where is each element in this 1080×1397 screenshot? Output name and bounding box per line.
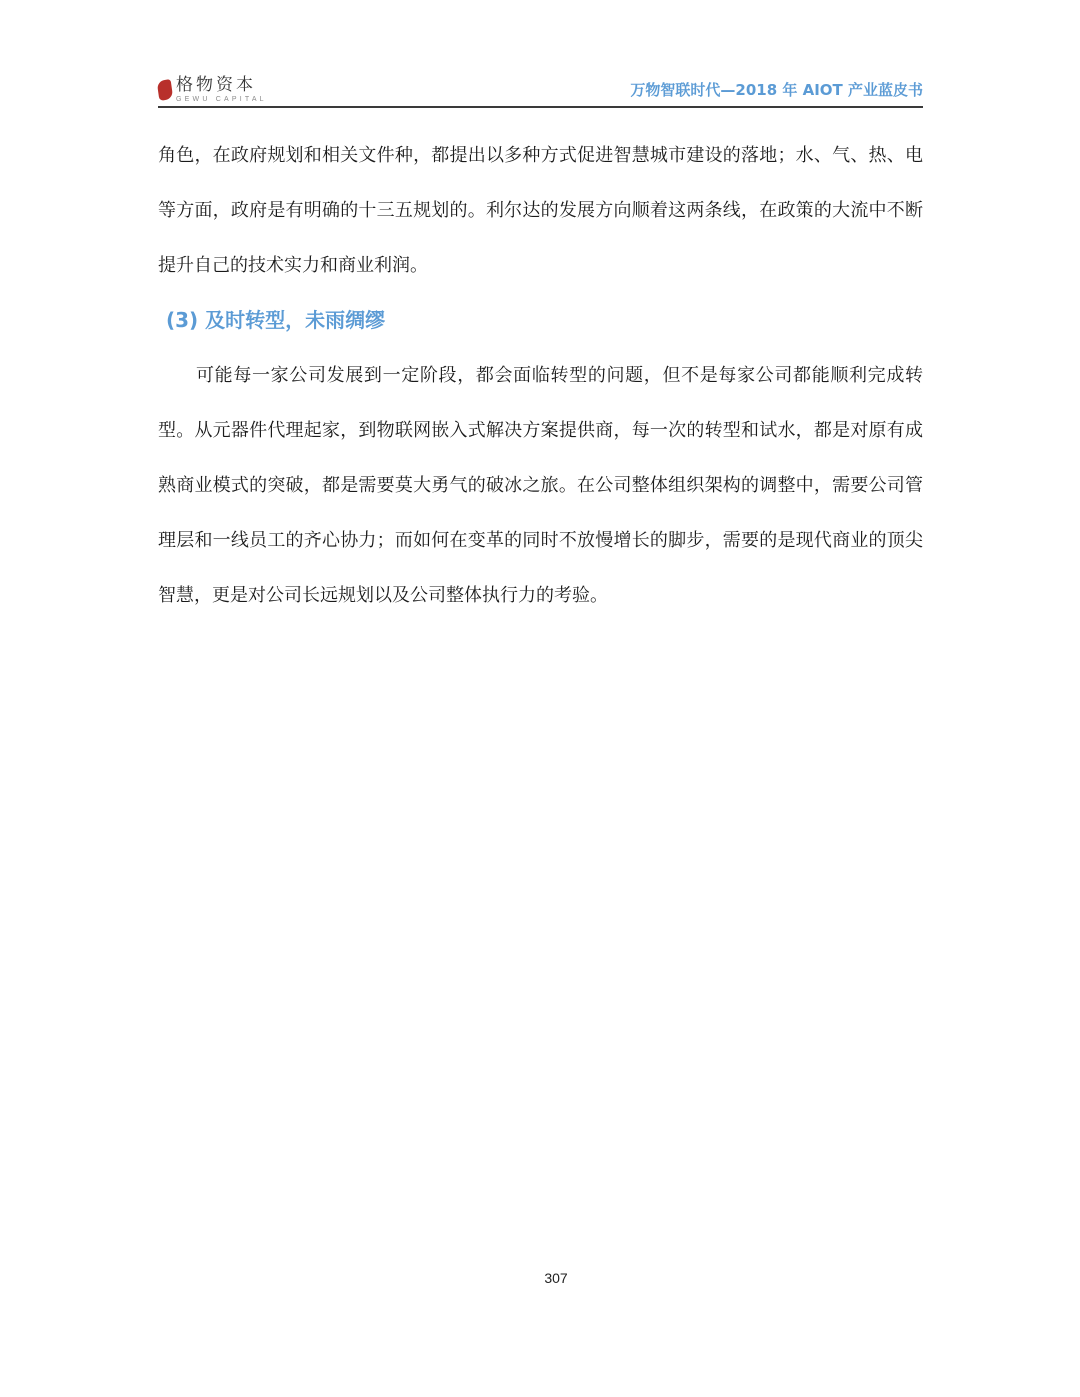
body-paragraph-2: 可能每一家公司发展到一定阶段，都会面临转型的问题，但不是每家公司都能顺利完成转型。从元器件代理起家，到物联网嵌入式解决方案提供商，每一次的转型和试水，都是对原有成熟商业模式的突破，都是需要莫大勇气的破冰之旅。在公司整体组织架构的调整中，需要公司管理层和一线员工的齐心协力；而如何在变革的同时不放慢增长的脚步，需要的是现代商业的顶尖智慧，更是对公司长远规划以及公司整体执行力的考验。 bbox=[158, 365, 923, 606]
report-title: 万物智联时代—2018 年 AIOT 产业蓝皮书 bbox=[630, 81, 923, 99]
logo-english-name: GEWU CAPITAL bbox=[176, 96, 267, 103]
logo-seal-icon bbox=[157, 79, 174, 101]
section-heading: (3) 及时转型，未雨绸缪 bbox=[166, 308, 386, 332]
page-number: 307 bbox=[544, 1270, 568, 1286]
body-paragraph-1: 角色，在政府规划和相关文件种，都提出以多种方式促进智慧城市建设的落地；水、气、热、电等方面，政府是有明确的十三五规划的。利尔达的发展方向顺着这两条线，在政策的大流中不断提升自己的技术实力和商业利润。 bbox=[158, 145, 923, 276]
page-body bbox=[158, 128, 923, 623]
logo-text bbox=[176, 76, 267, 104]
logo-chinese-name: 格物资本 bbox=[176, 75, 256, 95]
company-logo bbox=[158, 76, 267, 106]
page-header bbox=[158, 70, 923, 108]
